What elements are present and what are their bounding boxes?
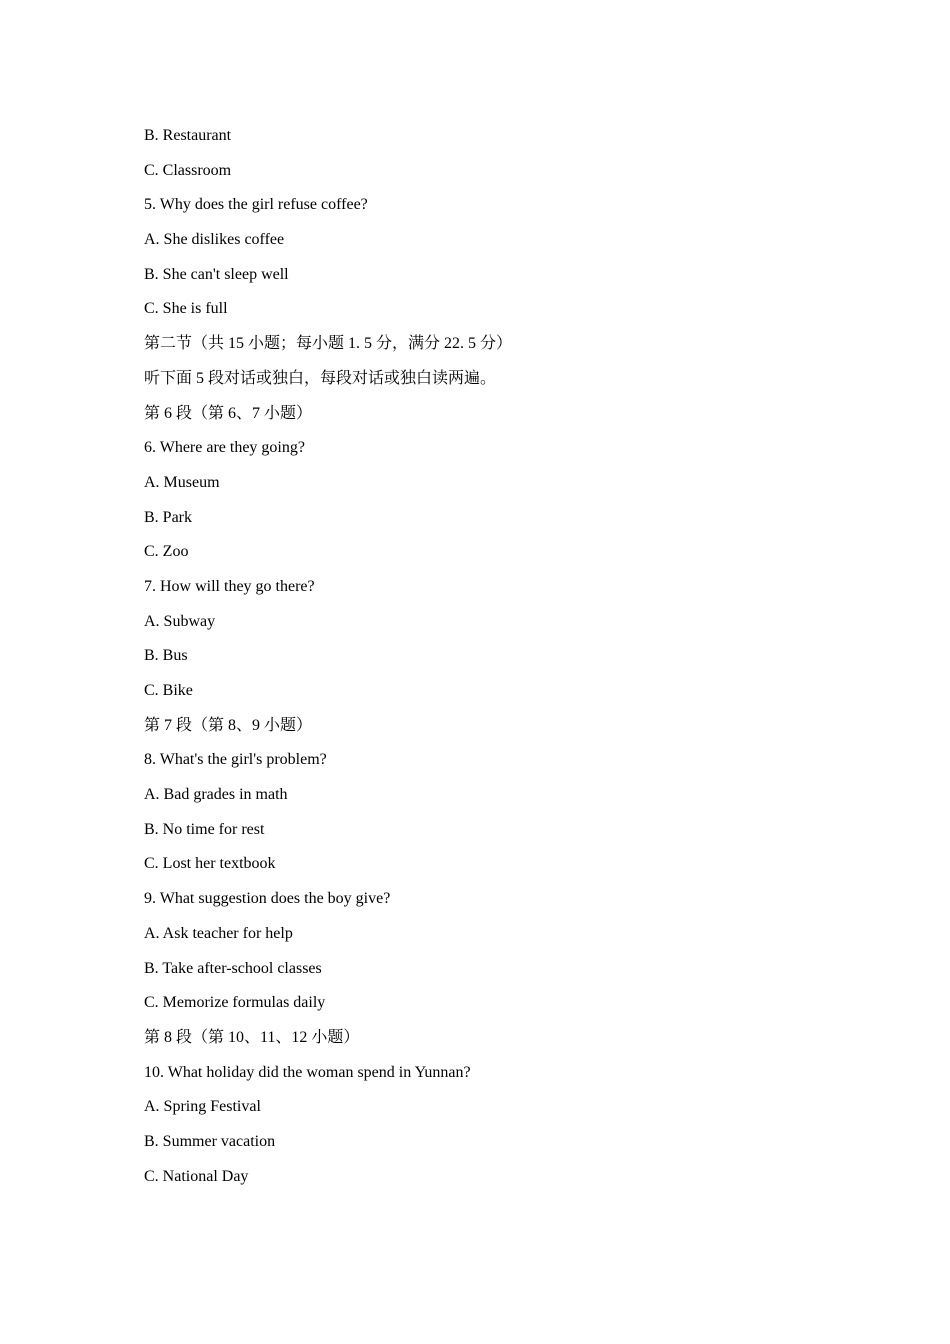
answer-option: B. Bus (144, 647, 188, 665)
section-instructions: 听下面 5 段对话或独白，每段对话或独白读两遍。 (144, 369, 497, 387)
question-text: 10. What holiday did the woman spend in Yunnan? (144, 1063, 471, 1081)
answer-option: A. Subway (144, 612, 216, 630)
answer-option: B. Take after-school classes (144, 959, 322, 977)
answer-option: B. No time for rest (144, 820, 265, 838)
document-body (144, 119, 804, 1194)
question-text: 9. What suggestion does the boy give? (144, 890, 391, 908)
question-text: 6. Where are they going? (144, 439, 305, 457)
answer-option: B. Park (144, 508, 192, 526)
answer-option: C. Zoo (144, 543, 189, 561)
answer-option: A. Bad grades in math (144, 786, 288, 804)
answer-option: B. Restaurant (144, 127, 232, 144)
segment-heading: 第 8 段（第 10、11、12 小题） (144, 1028, 360, 1046)
answer-option: C. Memorize formulas daily (144, 994, 326, 1012)
answer-option: A. Museum (144, 473, 220, 491)
question-text: 7. How will they go there? (144, 577, 315, 595)
answer-option: B. She can't sleep well (144, 265, 289, 283)
question-text: 8. What's the girl's problem? (144, 751, 327, 769)
question-text: 5. Why does the girl refuse coffee? (144, 196, 368, 214)
answer-option: A. She dislikes coffee (144, 231, 285, 249)
answer-option: C. Classroom (144, 161, 232, 179)
section-heading: 第二节（共 15 小题；每小题 1. 5 分，满分 22. 5 分） (144, 335, 513, 353)
answer-option: A. Spring Festival (144, 1098, 261, 1116)
answer-option: A. Ask teacher for help (144, 924, 293, 942)
answer-option: C. National Day (144, 1167, 249, 1185)
answer-option: B. Summer vacation (144, 1132, 276, 1150)
segment-heading: 第 7 段（第 8、9 小题） (144, 716, 313, 734)
answer-option: C. Lost her textbook (144, 855, 276, 873)
answer-option: C. She is full (144, 300, 228, 318)
answer-option: C. Bike (144, 682, 193, 699)
segment-heading: 第 6 段（第 6、7 小题） (144, 404, 313, 422)
